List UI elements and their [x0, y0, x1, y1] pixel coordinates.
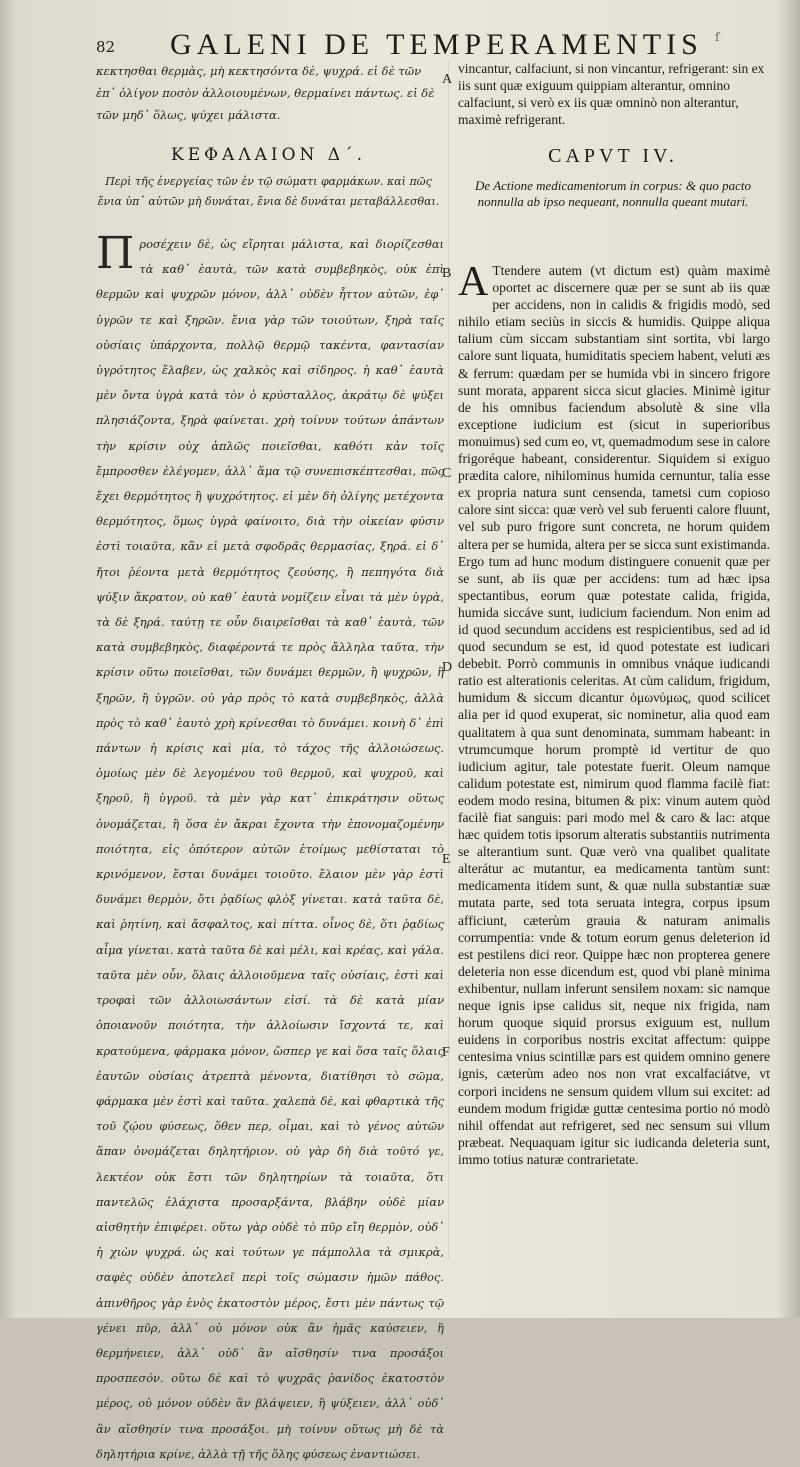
page-number: 82: [96, 38, 116, 56]
margin-marker-f: F: [442, 1045, 450, 1060]
greek-chapter-heading: ΚΕΦΑΛΑΙΟΝ Δ΄.: [171, 145, 366, 165]
latin-body-text: [458, 259, 770, 1262]
greek-continuation-text: κεκτησθαι θερμὰς, μὴ κεκτησόντα δὲ, ψυχρά. εἰ δὲ τῶν ἐπ᾽ ὀλίγον ποσὸν ἀλλοιουμένων, θερμαίνει πάντως. εἰ δὲ τῶν μηδ᾽ ὅλως, ψύχει μάλιστα.: [96, 64, 435, 122]
latin-continuation-text: vincantur, calfaciunt, si non vincantur, refrigerant: sin ex iis sunt quæ exiguum quippiam alterantur, omnino calfaciunt, si verò ex iis quæ omninò non alterantur, maximè refrigerant.: [458, 61, 765, 127]
latin-body-paragraph: Ttendere autem (vt dictum est) quàm maximè oportet ac discernere quæ per se sunt ab iis quæ per accidens, non in calidis & frigidis modò, sed nihilo etiam seciùs in siccis & humidis. Quippe aliqua talium cùm siccam substantiam sint sortita, vbi largo calore sunt liquata, humiditatis speciem habent, veluti æs & ferrum: quædam per se humida vbi in sincero frigore sunt morata, apparent sicca sicut glacies. Minimè igitur de his omnibus faciendum absolutè & sine vlla exceptione iudicium est (sicut in superioribus monuimus) sed cum eo, vt, quemadmodum sese in calore frigoréque habeant, considerentur. Siquidem si exiguo præditа calore, nihilominus humida cernuntur, talia esse ex propria natura sunt censenda, tametsi cum copioso calore sint sicca: quæ verò vel sub feruenti calore fluunt, vel sub puro frigore sunt concreta, ne horum quidem altera per se humida, altera per se sicca sunt existimanda. Ergo tum ad hunc modum distinguere conuenit quæ per se sunt, ab iis quæ per accidens: tum ad hæc ipsa spectantibus, eorum quæ potestate calida, frigida, humida siccáve sunt, iudicium faciendum. Non enim ad id quod secundum accidens est respicientibus, sed ad id quod secundum se est, id quod potestate est iudicari debebit. Porrò communis in omnibus vnáque iudicandi ratio est alterationis celeritas. At cùm calidum, frigidum, humidum & siccum dicantur ὁμωνύμως, quod scilicet alia per id quod exuperat, sic nominetur, alia quod eam qualitatem à qua sunt denominata, summam habeant: in vtrumcumque horum promptè id vertitur de quo iudicium agitur, tale potestate fuerit. Oleum namque calidum potestate est, nimirum quod flamma facilè fiat: eodem modo resina, bitumen & pix: vinum autem quòd facilè fiat sanguis: pari modo mel & caro & lac: atque hæc quidem totis ipsorum alteratis substantiis nutrimenta se alterantium sunt. Quæ verò vna qualibet qualitate alterátur ac mutantur, ea medicamenta tantùm sunt: medicamenta itidem sunt, & quæ nulla substantiæ suæ mutata parte, sed tota seruata integra, corpus ipsum afficiunt, cæterùm grauia & naturam animalis corrumpentia: vnde & totum eorum genus deleterion id est pestilens dici reor. Quippe hæc non propterea genere deleteria non esse dicendum est, quod vbi planè minima exhibentur, nullam inferunt sensilem noxam: sic namque neque ignis ipse calidus sit, neque nix frigida, nam horum quoque siquid prorsus exiguum est, nullum euidens in corporibus nostris excitat affectum: quippe centesima vnius scintillæ pars est quidem omnino genere ignis, cæterùm adeo nos non vrat excalfaciátve, vt corpori incidens ne sensum quidem vllum sui excitet: ad eundem modum frigidæ guttæ centesima portio nó modò nihil offendat aut refrigeret, sed nec sensum sui vllum præbeat. Nequaquam igitur sic iudicanda deleteria sunt, immo totius naturæ contrarietate.: [458, 263, 770, 1167]
margin-marker-e: E: [442, 852, 451, 867]
page-title: GALENI DE TEMPERAMENTIS: [170, 28, 703, 61]
corner-mark: f: [715, 30, 720, 44]
margin-marker-a: A: [442, 72, 453, 87]
margin-marker-c: C: [442, 466, 452, 481]
greek-body-paragraph: ροσέχειν δὲ, ὡς εἴρηται μάλιστα, καὶ διορίζεσθαι τὰ καθ᾽ ἑαυτὰ, τῶν κατὰ συμβεβηκὸς, οὐκ ἐπὶ θερμῶν καὶ ψυχρῶν μόνον, ἀλλ᾽ οὐδὲν ἧττον αὐτῶν, ἐφ᾽ ὑγρῶν τε καὶ ξηρῶν. ἔνια γὰρ τῶν τοιούτων, ξηρὰ ταῖς οὐσίαις ὑπάρχοντα, πολλῷ θερμῷ τακέντα, φαντασίαν ὑγρότητος ἔλαβεν, ὡς χαλκὸς καὶ σίδηρος. ἡ καθ᾽ ἑαυτὰ μὲν ὄντα ὑγρὰ κατὰ τὸν ὁ κρύσταλλος, ἀκράτῳ δὲ ψύξει πλησιάζοντα, ξηρὰ φαίνεται. χρὴ τοίνυν τούτων ἁπάντων τὴν κρίσιν οὐχ ἁπλῶς ποιεῖσθαι, καθότι κἀν τοῖς ἔμπροσθεν ἐλέγομεν, ἀλλ᾽ ἅμα τῷ συνεπισκέπτεσθαι, πῶς ἔχει θερμότητος ἢ ψυχρότητος. εἰ μὲν δὴ ὀλίγης μετέχοντα θερμότητος, ὅμως ὑγρὰ φαίνοιτο, διὰ τὴν οἰκείαν φύσιν ἐστὶ τοιαῦτα, κἂν εἰ μετὰ σφοδρᾶς θερμασίας, ξηρά. εἰ δ᾽ ἤτοι ῥέοντα μετὰ θερμότητος ζεούσης, ἢ πεπηγότα διὰ ψύξιν ἄκρατον, οὐ καθ᾽ ἑαυτὰ νομίζειν εἶναι τὰ μὲν ὑγρὰ, τὰ δὲ ξηρά. ταύτῃ τε οὖν διαιρεῖσθαι τὰ καθ᾽ ἑαυτὰ, τῶν κατὰ συμβεβηκὸς, διαφέροντά τε πρὸς ἄλληλα ταῦτα, τὴν κρίσιν οὕτω ποιεῖσθαι, τῶν δυνάμει θερμῶν, ἢ ψυχρῶν, ἢ ξηρῶν, ἢ ὑγρῶν. οὐ γὰρ πρὸς τὸ κατὰ συμβεβηκὸς, ἀλλὰ πρὸς τὸ καθ᾽ ἑαυτὸ χρὴ κρίνεσθαι τὸ δυνάμει. κοινὴ δ᾽ ἐπὶ πάντων ἡ κρίσις καὶ μία, τὸ τάχος τῆς ἀλλοιώσεως. ὁμοίως μὲν δὲ λεγομένου τοῦ θερμοῦ, καὶ ψυχροῦ, καὶ ξηροῦ, ἢ ὑγροῦ. τὰ μὲν γὰρ κατ᾽ ἐπικράτησιν οὕτως ὀνομάζεται, ἢ ὅσα ἐν ἄκραι ἔχοντα τὴν ἐπονομαζομένην ποιότητα, εἰς ὁπότερον αὐτῶν ἑτοίμως μεθίσταται τὸ κρινόμενον, ἔσται δυνάμει τοιοῦτο. ἔλαιον μὲν γὰρ ἐστὶ δυνάμει θερμὸν, ὅτι ῥᾳδίως φλὸξ γίνεται. κατὰ ταῦτα δὲ, καὶ ῥητίνη, καὶ ἄσφαλτος, καὶ πίττα. οἶνος δὲ, ὅτι ῥᾳδίως αἷμα γίνεται. κατὰ ταῦτα δὲ καὶ μέλι, καὶ κρέας, καὶ γάλα. ταῦτα μὲν οὖν, ὅλαις ἀλλοιοῦμενα ταῖς οὐσίαις, ἐστὶ καὶ τροφαὶ τῶν ἀλλοιωσάντων εἰσί. τὰ δὲ κατὰ μίαν ὁποιανοῦν ποιότητα, τὴν ἀλλοίωσιν ἴσχοντά τε, καὶ κρατούμενα, φάρμακα μόνον, ὥσπερ γε καὶ ὅσα ταῖς ὅλαις ἑαυτῶν οὐσίαις ἀτρεπτὰ μένοντα, διατίθησι τὸ σῶμα, φάρμακα μὲν ἐστὶ καὶ ταῦτα. χαλεπὰ δὲ, καὶ φθαρτικὰ τῆς τοῦ ζῴου φύσεως, ὅθεν περ, οἶμαι, καὶ τὸ γένος αὐτῶν ἅπαν ὀνομάζεται δηλητήριον. οὐ γὰρ δὴ διὰ τοῦτό γε, λεκτέον οὐκ ἔστι τῶν δηλητηρίων τὰ τοιαῦτα, ὅτι παντελῶς ἐλάχιστα προσαρξάντα, βλάβην οὐδὲ μίαν αἰσθητὴν ἐπιφέρει. οὕτω γὰρ οὐδὲ τὸ πῦρ εἴη θερμὸν, οὐδ᾽ ἡ χιὼν ψυχρά. ὡς καὶ τούτων γε πάμπολλα τὰ σμικρὰ, σαφὲς οὐδὲν ἀποτελεῖ περὶ τοῖς σώμασιν ἡμῶν πάθος. ἀπινθῆρος γὰρ ἑνὸς ἑκατοστὸν μέρος, ἔστι μὲν πάντως τῷ γένει πῦρ, ἀλλ᾽ οὐ μόνον οὐκ ἂν ἡμᾶς καύσειεν, ἢ θερμήνειεν, ἀλλ᾽ οὐδ᾽ ἂν αἴσθησίν τινα προσάξοι προσπεσόν. οὕτω δὲ καὶ τὸ ψυχρᾶς ῥανίδος ἑκατοστὸν μέρος, οὐ μόνον οὐδὲν ἂν βλάψειεν, ἢ ψύξειεν, ἀλλ᾽ οὐδ᾽ ἂν αἴσθησίν τινα προσάξοι. μὴ τοίνυν οὕτως μὴ δὲ τὰ δηλητήρια κρίνε, ἀλλὰ τῇ τῆς ὅλης φύσεως ἐναντιώσει.: [96, 237, 444, 1461]
margin-marker-d: D: [442, 660, 453, 675]
latin-chapter-summary: De Actione medicamentorum in corpus: & quo pacto nonnulla ab ipso nequeant, nonnulla queant mutari.: [475, 178, 751, 209]
page-edge-shadow: [778, 0, 800, 1318]
greek-body-text: [96, 228, 444, 1461]
greek-chapter-summary: Περὶ τῆς ἐνεργείας τῶν ἐν τῷ σώματι φαρμάκων. καὶ πῶς ἔνια ὑπ᾽ αὐτῶν μὴ δυνάται, ἔνια δὲ δυνάται μεταβάλλεσθαι.: [97, 175, 440, 208]
greek-drop-cap: Π: [96, 228, 135, 279]
latin-drop-cap: A: [458, 259, 489, 305]
latin-chapter-heading: CAPVT IV.: [548, 145, 678, 167]
margin-marker-b: B: [442, 266, 452, 281]
